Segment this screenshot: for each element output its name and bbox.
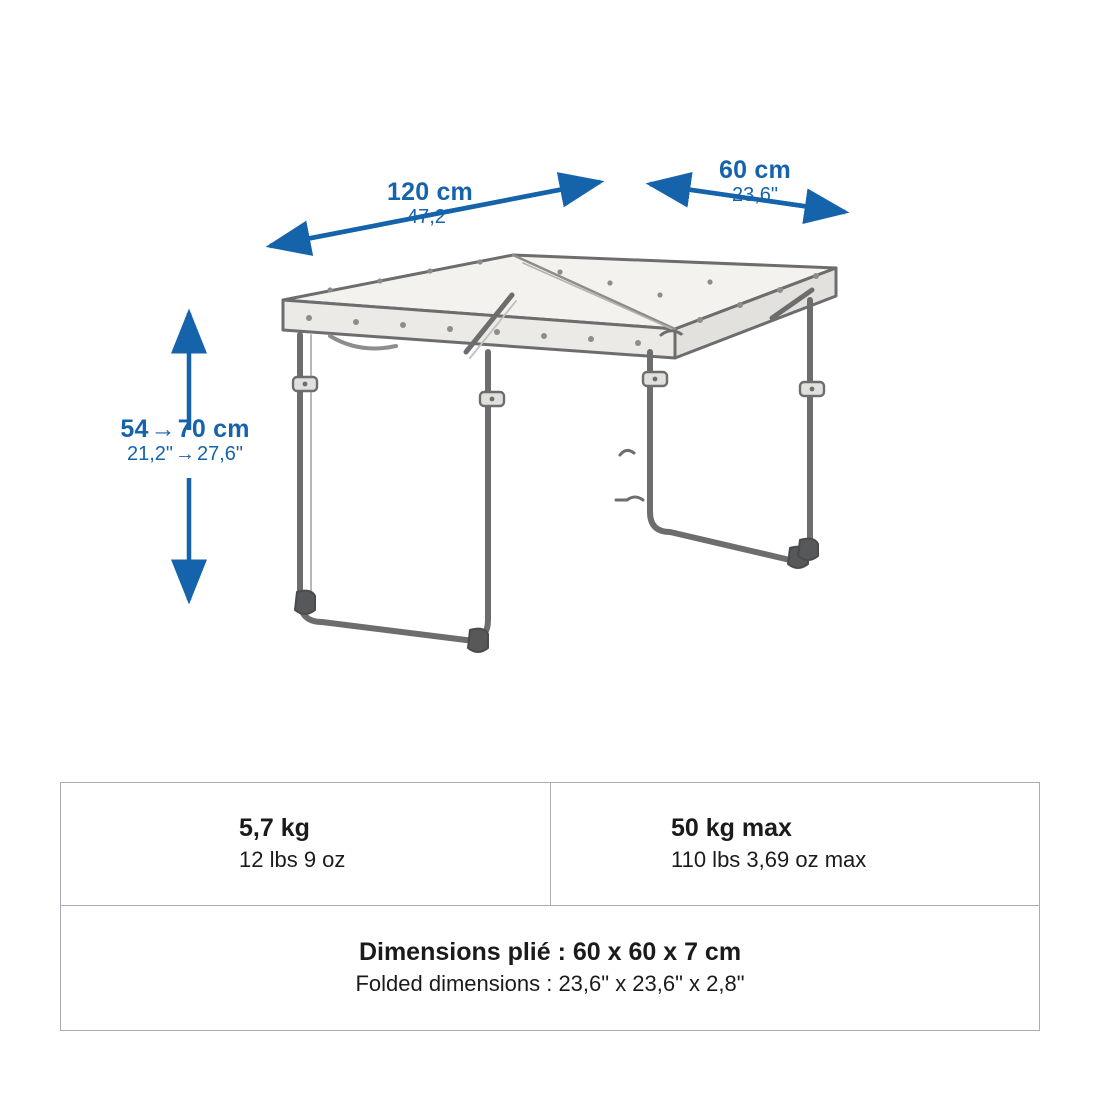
- depth-dimension-label: [655, 156, 855, 206]
- height-dimension-label: [70, 415, 300, 465]
- width-metric: 120 cm: [387, 178, 473, 206]
- height-imperial-from: 21,2": [126, 443, 173, 465]
- folded-primary: Dimensions plié : 60 x 60 x 7 cm: [358, 938, 742, 967]
- height-imperial-arrow-icon: →: [175, 443, 195, 465]
- width-dimension-label: [330, 178, 530, 228]
- width-imperial: 47,2": [406, 206, 454, 228]
- spec-cell-weight: [61, 783, 550, 905]
- specifications-table: [60, 782, 1040, 1031]
- table-body: [283, 255, 836, 652]
- height-metric-arrow-icon: →: [150, 415, 176, 443]
- spec-row-weight-load: [61, 783, 1039, 905]
- height-metric-from: 54: [120, 415, 149, 443]
- load-primary: 50 kg max: [671, 814, 792, 843]
- spec-cell-load: [550, 783, 1039, 905]
- dimension-arrows: [189, 182, 845, 600]
- height-imperial-to: 27,6": [197, 443, 244, 465]
- height-metric-to: 70 cm: [177, 415, 250, 443]
- weight-primary: 5,7 kg: [239, 814, 310, 843]
- spec-cell-folded: [61, 906, 1039, 1030]
- height-imperial: [70, 443, 300, 465]
- depth-imperial: 23,6": [731, 184, 779, 206]
- weight-secondary: 12 lbs 9 oz: [239, 847, 346, 873]
- spec-row-folded: [61, 905, 1039, 1030]
- load-secondary: 110 lbs 3,69 oz max: [671, 847, 867, 873]
- folded-secondary: Folded dimensions : 23,6" x 23,6" x 2,8": [355, 971, 745, 997]
- depth-metric: 60 cm: [719, 156, 791, 184]
- height-metric: [70, 415, 300, 443]
